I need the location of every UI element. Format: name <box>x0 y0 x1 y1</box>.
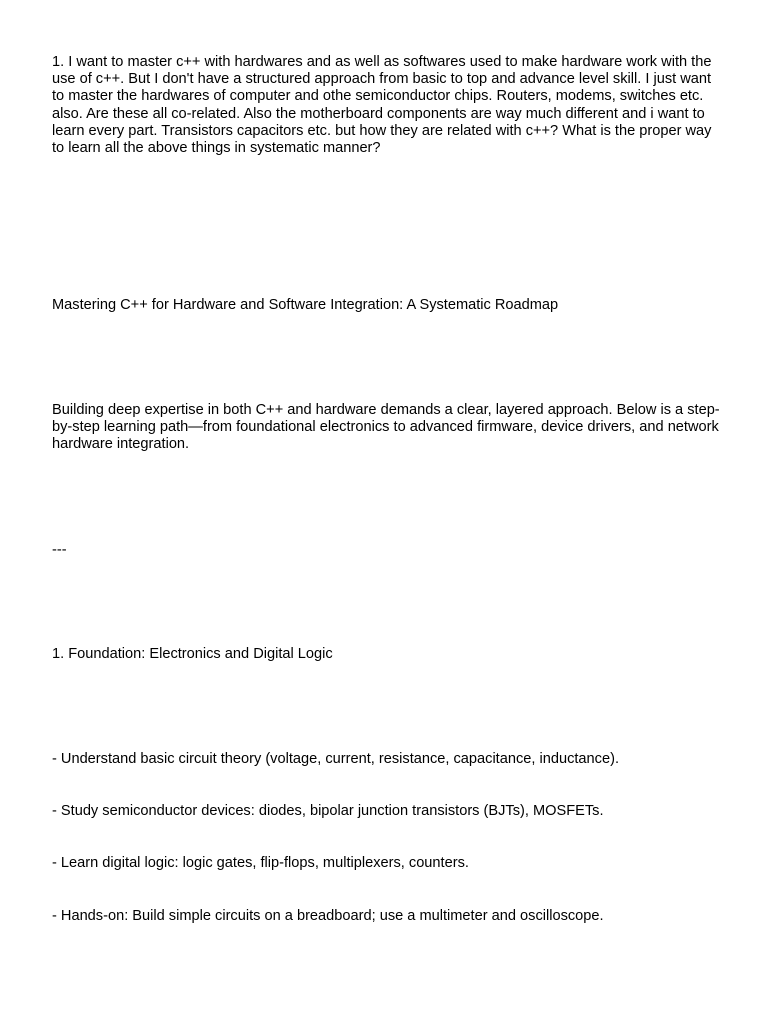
bullet-item: - Hands-on: Build simple circuits on a breadboard; use a multimeter and oscilloscope. <box>52 908 604 924</box>
bullet-item: - Understand basic circuit theory (voltage, current, resistance, capacitance, inductance). <box>52 751 619 767</box>
question-paragraph: 1. I want to master c++ with hardwares and as well as softwares used to make hardware work with the use of c++. But I don't have a structured approach from basic to top and advance level skill. I just want to master the hardwares of computer and othe semiconductor chips. Routers, modems, switches etc. also. Are these all co-related. Also the motherboard components are way much different and i want to learn every part. Transistors capacitors etc. but how they are related with c++? What is the proper way to learn all the above things in systematic manner? <box>52 54 712 157</box>
section-heading: 1. Foundation: Electronics and Digital Logic <box>52 646 333 662</box>
intro-paragraph: Building deep expertise in both C++ and hardware demands a clear, layered approach. Below is a step-by-step learning path—from foundational electronics to advanced firmware, device drivers, and network hardware integration. <box>52 402 720 453</box>
section-separator: --- <box>52 542 67 558</box>
bullet-item: - Learn digital logic: logic gates, flip-flops, multiplexers, counters. <box>52 855 469 871</box>
document-title: Mastering C++ for Hardware and Software Integration: A Systematic Roadmap <box>52 297 559 313</box>
bullet-item: - Study semiconductor devices: diodes, bipolar junction transistors (BJTs), MOSFETs. <box>52 803 604 819</box>
